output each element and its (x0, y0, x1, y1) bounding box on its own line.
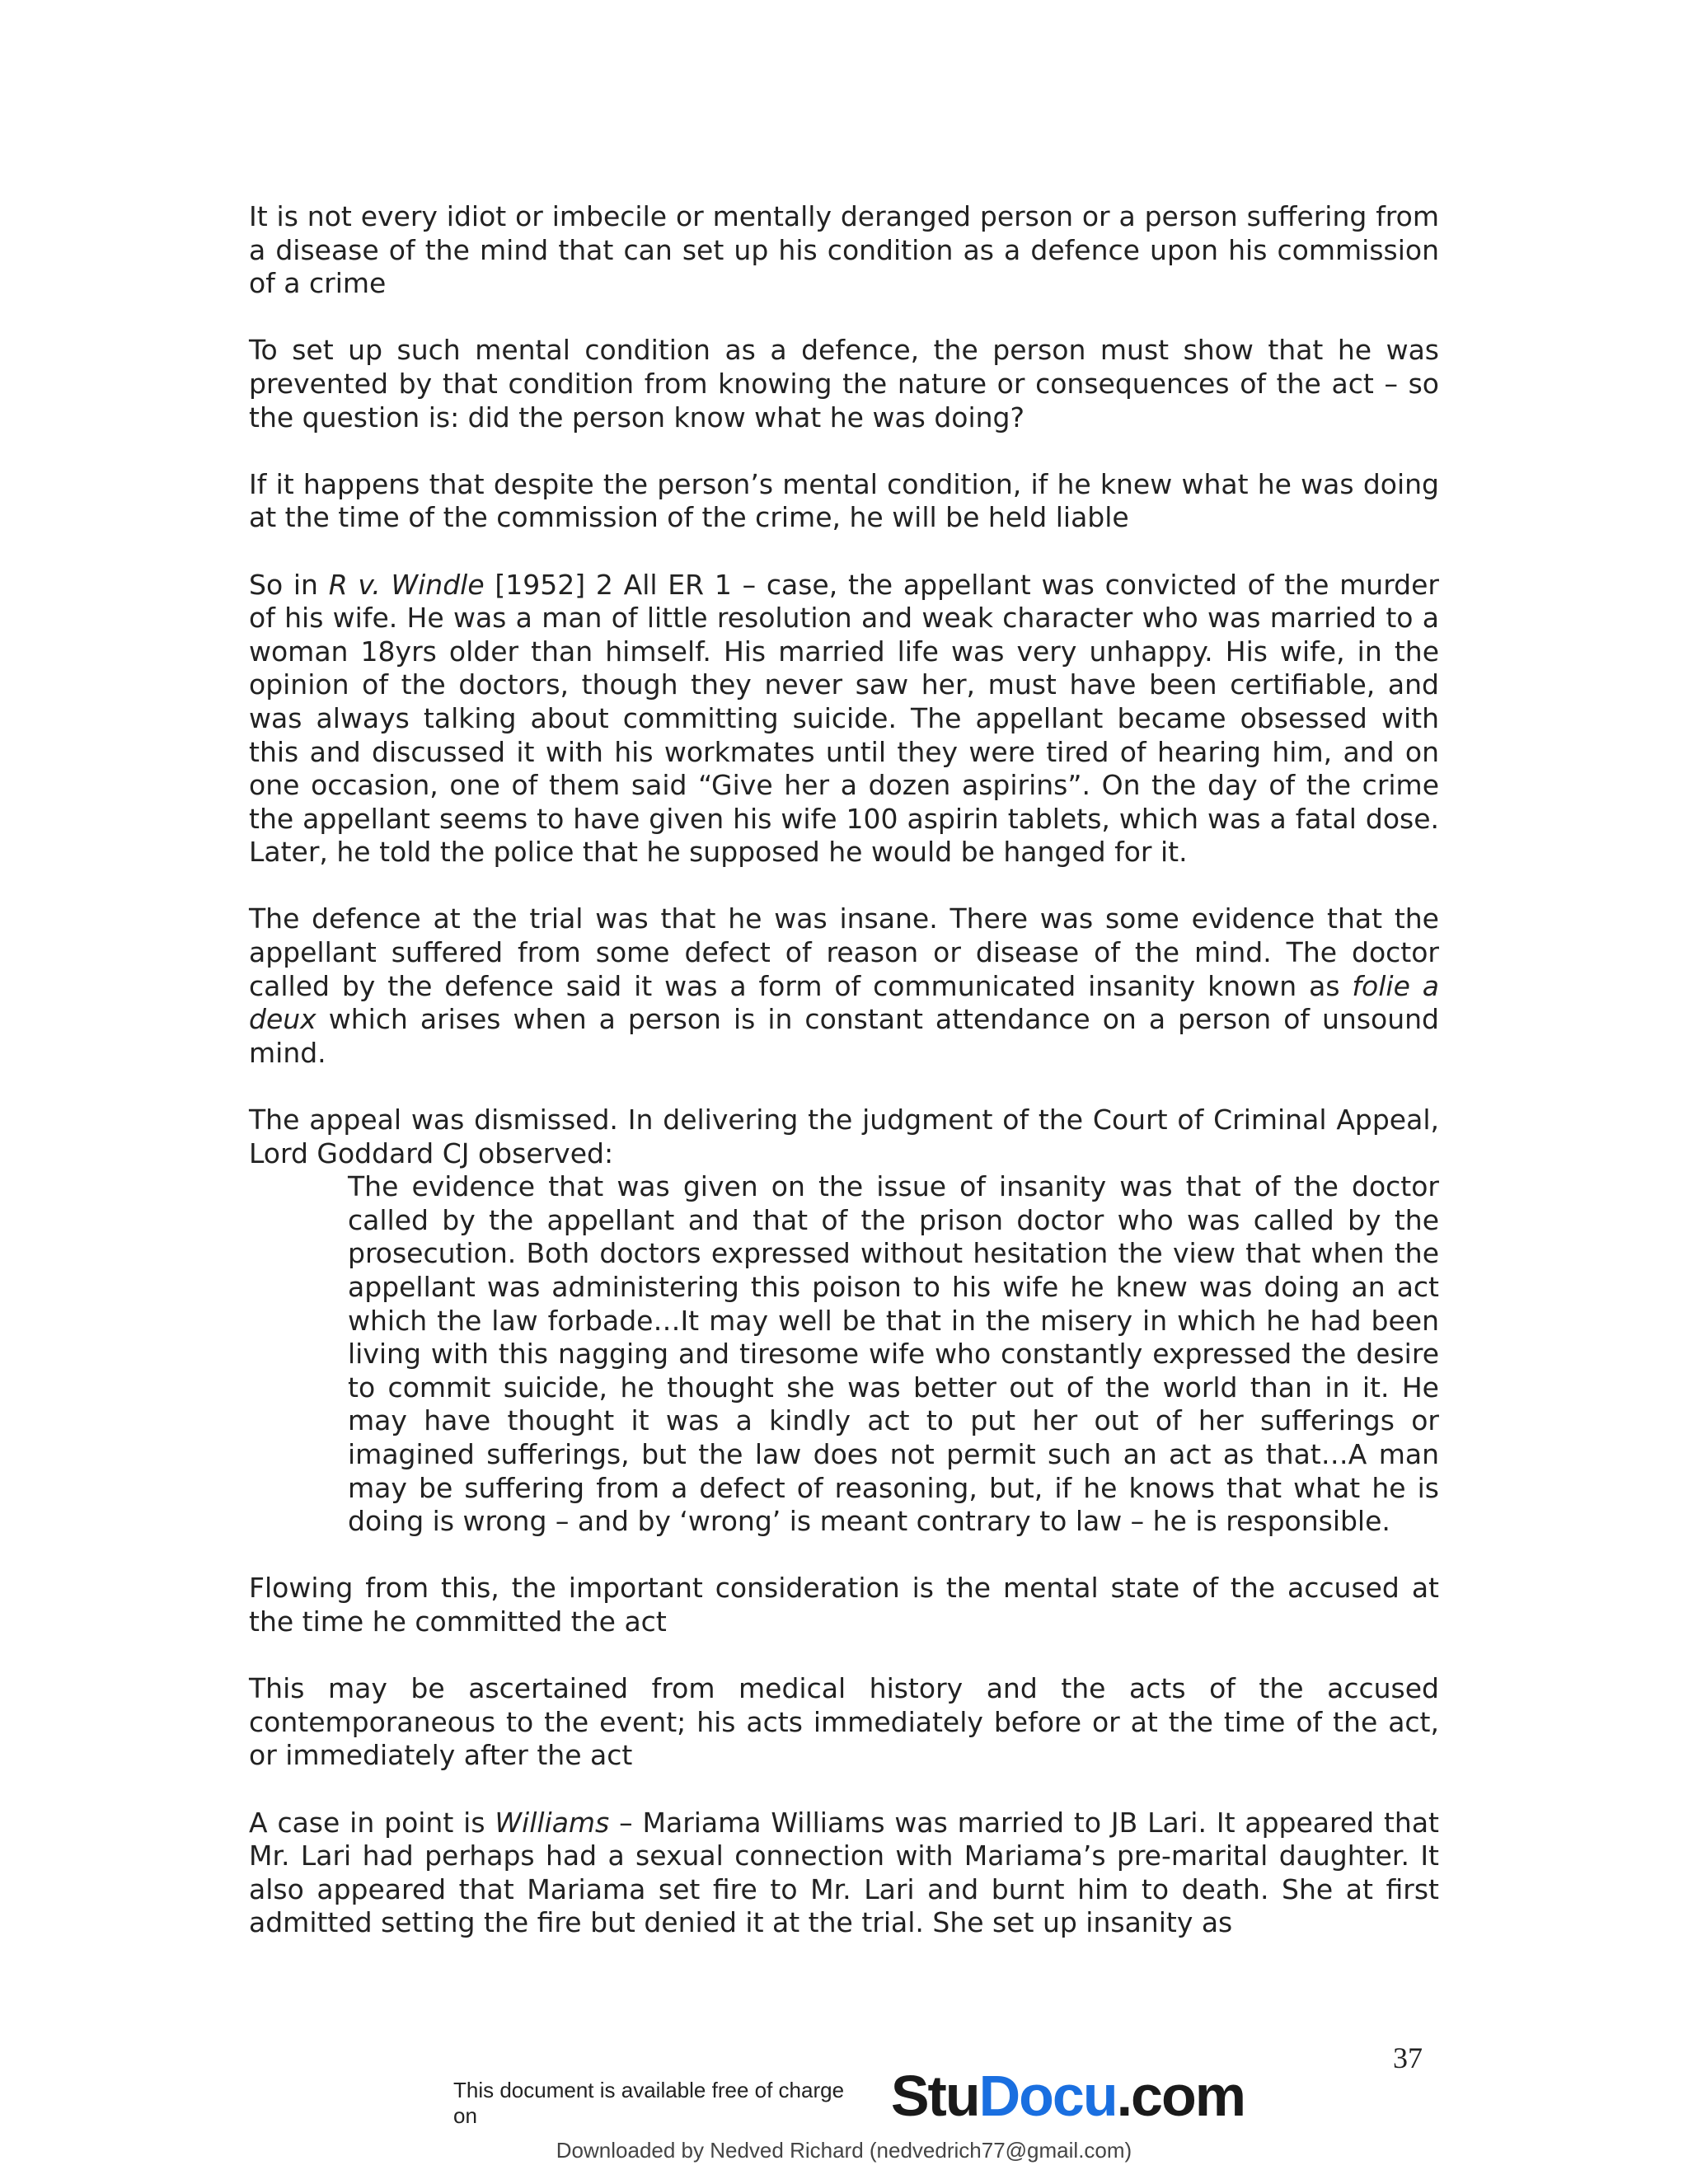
text-run: So in (249, 568, 329, 601)
block-quote: The evidence that was given on the issue of insanity was that of the doctor called by the appellant and that of the prison doctor who was called by the prosecution. Both doctors expressed without hesitation the view that when the appellant was administering this poison to his wife he knew was doing an act which the law forbade…It may well be that in the misery in which he had been living with this nagging and tiresome wife who constantly expressed the desire to commit suicide, he thought she was better out of the world than in it. He may have thought it was a kindly act to put her out of her sufferings or imagined sufferings, but the law does not permit such an act as that…A man may be suffering from a defect of reasoning, but, if he knows that what he is doing is wrong – and by ‘wrong’ is meant contrary to law – he is responsible. (348, 1170, 1439, 1538)
text-run: [1952] 2 All ER 1 – case, the appellant was convicted of the murder of his wife. He was a man of little resolution and weak character who was married to a woman 18yrs older than himself. His married life was very unhappy. His wife, in the opinion of the doctors, though they never saw her, must have been certifiable, and was always talking about committing suicide. The appellant became obsessed with this and discussed it with his workmates until they were tired of hearing him, and on one occasion, one of them said “Give her a dozen aspirins”. On the day of the crime the appellant seems to have given his wife 100 aspirin tablets, which was a fatal dose. Later, he told the police that he supposed he would be hanged for it. (249, 568, 1439, 869)
logo-part: Stu (890, 2064, 979, 2128)
text-run: A case in point is (249, 1806, 495, 1839)
download-attribution: Downloaded by Nedved Richard (nedvedrich77@gmail.com) (556, 2138, 1132, 2163)
availability-text: This document is available free of charge on (453, 2078, 845, 2128)
paragraph-williams-case (249, 1807, 1439, 1940)
studocu-logo[interactable] (890, 2064, 1245, 2128)
paragraph-windle-case (249, 569, 1439, 869)
paragraph: It is not every idiot or imbecile or mentally deranged person or a person suffering from a disease of the mind that can set up his condition as a defence upon his commission of a crime (249, 200, 1439, 300)
paragraph: If it happens that despite the person’s mental condition, if he knew what he was doing at the time of the commission of the crime, he will be held liable (249, 467, 1439, 534)
case-name: Williams (495, 1806, 610, 1839)
document-body (249, 200, 1439, 1940)
paragraph: Flowing from this, the important consideration is the mental state of the accused at the time he committed the act (249, 1572, 1439, 1638)
case-name: R v. Windle (328, 568, 485, 601)
paragraph: This may be ascertained from medical history and the acts of the accused contemporaneous to the event; his acts immediately before or at the time of the act, or immediately after the act (249, 1672, 1439, 1772)
text-run: The defence at the trial was that he was insane. There was some evidence that the appellant suffered from some defect of reason or disease of the mind. The doctor called by the defence said it was a form of communicated insanity known as (249, 902, 1439, 1002)
logo-part: .com (1116, 2064, 1245, 2128)
logo-accent-part: Docu (978, 2064, 1117, 2128)
text-run: – Mariama Williams was married to JB Lari. It appeared that Mr. Lari had perhaps had a sexual connection with Mariama’s pre-marital daughter. It also appeared that Mariama set fire to Mr. Lari and burnt him to death. She at first admitted setting the fire but denied it at the trial. She set up insanity as (249, 1806, 1439, 1939)
latin-term: folie a deux (249, 969, 1439, 1036)
paragraph-defence (249, 902, 1439, 1070)
paragraph: The appeal was dismissed. In delivering the judgment of the Court of Criminal Appeal, Lord Goddard CJ observed: (249, 1104, 1439, 1169)
studocu-banner[interactable] (445, 2059, 1245, 2133)
page-number: 37 (1393, 2041, 1423, 2074)
text-run: which arises when a person is in constant attendance on a person of unsound mind. (249, 1003, 1439, 1069)
paragraph: To set up such mental condition as a defence, the person must show that he was prevented by that condition from knowing the nature or consequences of the act – so the question is: did the person know what he was doing? (249, 334, 1439, 434)
